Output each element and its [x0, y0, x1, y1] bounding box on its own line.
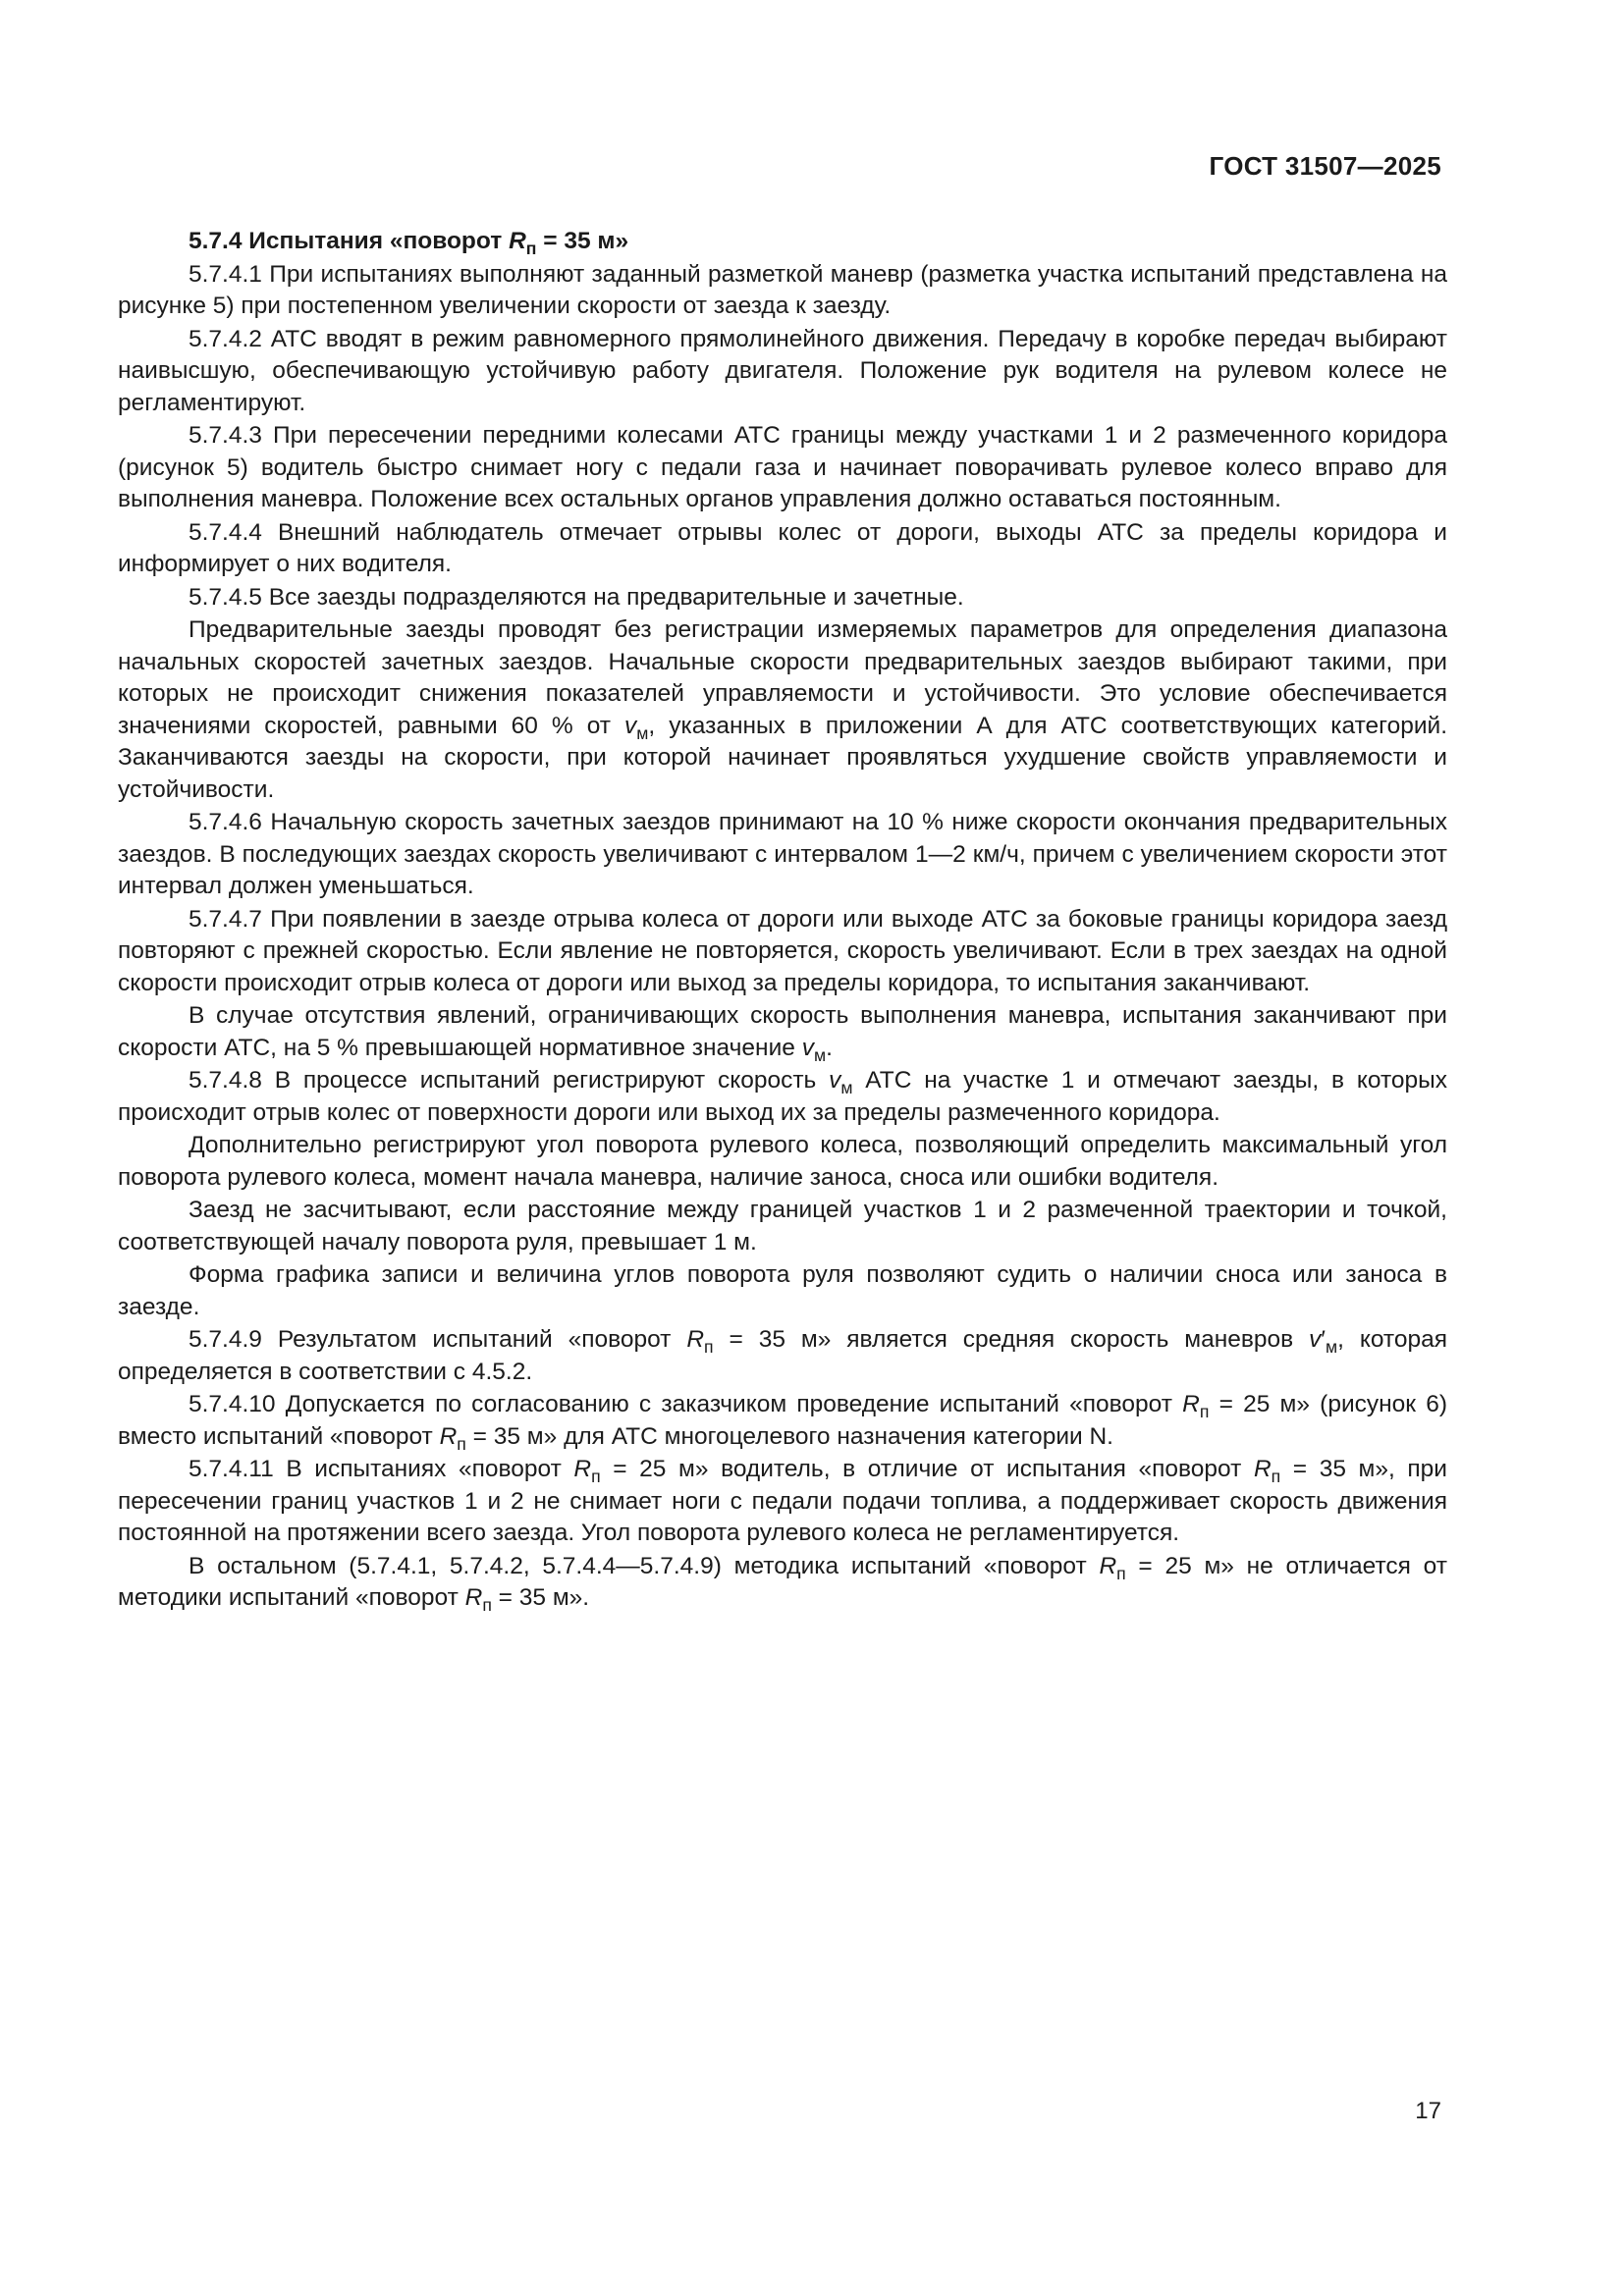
paragraph-remainder: В остальном (5.7.4.1, 5.7.4.2, 5.7.4.4—5.7.4.9) методика испытаний «поворот $R_п = 25$ м» не отличается от методики испытаний «поворот $R_п = 35$ м». — [118, 1552, 1447, 1616]
paragraph-5-7-4-10: 5.7.4.10 Допускается по согласованию с заказчиком проведение испытаний «поворот $R_п = 25$ м» (рисунок 6) вместо испытаний «поворот $R_п = 35$ м» для АТС многоцелевого назначения категории N. — [118, 1391, 1447, 1454]
paragraph-run-not-counted: Заезд не засчитывают, если расстояние между границей участков 1 и 2 размеченной траектории и точкой, соответствующей началу поворота руля, превышает 1 м. — [118, 1197, 1447, 1255]
paragraph-5-7-4-9: 5.7.4.9 Результатом испытаний «поворот $R_п = 35$ м» является средняя скорость маневров $v'_м$, которая определяется в соответствии с 4.5.2. — [118, 1326, 1447, 1385]
paragraph-5-7-4-8: 5.7.4.8 В процессе испытаний регистрируют скорость $v_м$ АТС на участке 1 и отмечают заезды, в которых происходит отрыв колес от поверхности дороги или выход их за пределы размеченного коридора. — [118, 1067, 1448, 1126]
paragraph-5-7-4-11: 5.7.4.11 В испытаниях «поворот $R_п = 25$ м» водитель, в отличие от испытания «поворот $R_п = 35$ м», при пересечении границ участков 1 и 2 не снимает ноги с педали подачи топлива, а поддерживает скорость движения постоянной на протяжении всего заезда. Угол поворота рулевого колеса не регламентируется. — [118, 1456, 1447, 1546]
paragraph-5-7-4-6: 5.7.4.6 Начальную скорость зачетных заездов принимают на 10 % ниже скорости окончания предварительных заездов. В последующих заездах скорость увеличивают с интервалом 1—2 км/ч, причем с увеличением скорости этот интервал должен уменьшаться. — [118, 809, 1447, 899]
paragraph-5-7-4-3: 5.7.4.3 При пересечении передними колесами АТС границы между участками 1 и 2 размеченного коридора (рисунок 5) водитель быстро снимает ногу с педали газа и начинает поворачивать рулевое колесо вправо для выполнения маневра. Положение всех остальных органов управления должно оставаться постоянным. — [118, 422, 1447, 512]
paragraph-graph-form: Форма графика записи и величина углов поворота руля позволяют судить о наличии сноса или заноса в заезде. — [118, 1261, 1447, 1320]
paragraph-5-7-4-7: 5.7.4.7 При появлении в заезде отрыва колеса от дороги или выходе АТС за боковые границы коридора заезд повторяют с прежней скоростью. Если явление не повторяется, скорость увеличивают. Если в трех заездах на одной скорости происходит отрыв колеса от дороги или выход за пределы коридора, то испытания заканчивают. — [118, 905, 1447, 996]
paragraph-preliminary-runs: Предварительные заезды проводят без регистрации измеряемых параметров для определения диапазона начальных скоростей зачетных заездов. Начальные скорости предварительных заездов выбирают такими, при которых не происходит снижения показателей управляемости и устойчивости. Это условие обеспечивается значениями скоростей, равными 60 % от $v_м$, указанных в приложении А для АТС соответствующих категорий. Заканчиваются заезды на скорости, при которой начинает проявляться ухудшение свойств управляемости и устойчивости. — [118, 616, 1448, 803]
paragraph-5-7-4-1: 5.7.4.1 При испытаниях выполняют заданный разметкой маневр (разметка участка испытаний представлена на рисунке 5) при постепенном увеличении скорости от заезда к заезду. — [118, 260, 1447, 319]
document-code: ГОСТ 31507—2025 — [1209, 151, 1441, 181]
paragraph-5-7-4-4: 5.7.4.4 Внешний наблюдатель отмечает отрывы колес от дороги, выходы АТС за пределы коридора и информирует о них водителя. — [118, 518, 1447, 577]
page-number: 17 — [1415, 2098, 1441, 2124]
paragraph-no-limiting-phenomena: В случае отсутствия явлений, ограничивающих скорость выполнения маневра, испытания заканчивают при скорости АТС, на 5 % превышающей нормативное значение $v_м$. — [118, 1002, 1447, 1065]
section-title: 5.7.4 Испытания «поворот $R_п = 35$ м» — [189, 228, 629, 259]
paragraph-steering-angle: Дополнительно регистрируют угол поворота рулевого колеса, позволяющий определить максимальный угол поворота рулевого колеса, момент начала маневра, наличие заноса, сноса или ошибки водителя. — [118, 1132, 1447, 1191]
document-body — [118, 226, 1447, 1616]
paragraph-5-7-4-2: 5.7.4.2 АТС вводят в режим равномерного прямолинейного движения. Передачу в коробке передач выбирают наивысшую, обеспечивающую устойчивую работу двигателя. Положение рук водителя на рулевом колесе не регламентируют. — [118, 325, 1447, 416]
paragraph-5-7-4-5: 5.7.4.5 Все заезды подразделяются на предварительные и зачетные. — [189, 583, 964, 611]
